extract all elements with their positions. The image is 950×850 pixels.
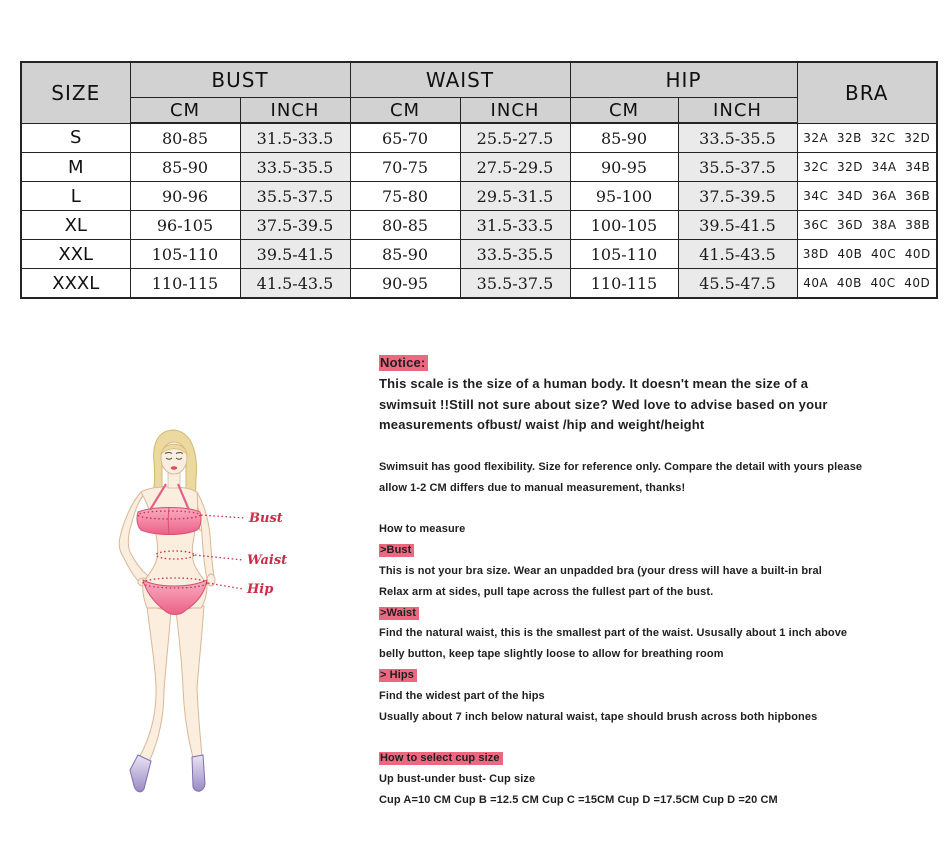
waist-inch-value: 29.5-31.5: [460, 182, 570, 211]
size-value: XXXL: [21, 269, 130, 299]
hip-cm-header: CM: [570, 98, 678, 124]
hip-cm-value: 110-115: [570, 269, 678, 299]
hip-inch-value: 39.5-41.5: [678, 211, 797, 240]
bust-inch-header: INCH: [240, 98, 350, 124]
size-value: XXL: [21, 240, 130, 269]
note-line: [379, 540, 939, 561]
highlighted-heading: >Waist: [379, 607, 419, 620]
waist-cm-value: 85-90: [350, 240, 460, 269]
hip-inch-value: 45.5-47.5: [678, 269, 797, 299]
waist-leader-line: [195, 555, 243, 560]
figure-lips: [171, 466, 177, 469]
note-line: Up bust-under bust- Cup size: [379, 772, 536, 785]
waist-label: Waist: [247, 553, 288, 568]
note-line: Swimsuit has good flexibility. Size for reference only. Compare the detail with yours please: [379, 460, 863, 473]
note-line: belly button, keep tape slightly loose to allow for breathing room: [379, 648, 724, 661]
hip-cm-value: 85-90: [570, 123, 678, 153]
waist-cm-header: CM: [350, 98, 460, 124]
measurement-figure: [108, 422, 378, 822]
waist-cm-value: 90-95: [350, 269, 460, 299]
note-line: Cup A=10 CM Cup B =12.5 CM Cup C =15CM Cup D =17.5CM Cup D =20 CM: [379, 793, 778, 806]
hip-inch-value: 33.5-35.5: [678, 123, 797, 153]
notes: [379, 353, 939, 811]
note-line: Relax arm at sides, pull tape across the fullest part of the bust.: [379, 585, 714, 598]
bust-cm-value: 85-90: [130, 153, 240, 182]
bra-value: 32C 32D 34A 34B: [797, 153, 937, 182]
note-line: [379, 603, 939, 624]
table-header-row-groups: [21, 62, 937, 98]
bust-inch-value: 33.5-35.5: [240, 153, 350, 182]
figure-left-shoe: [130, 755, 151, 792]
waist-inch-value: 35.5-37.5: [460, 269, 570, 299]
spacer: [379, 727, 939, 748]
bust-group-header: BUST: [130, 62, 350, 98]
bust-cm-value: 110-115: [130, 269, 240, 299]
bust-inch-value: 35.5-37.5: [240, 182, 350, 211]
highlighted-heading: >Bust: [379, 544, 414, 557]
note-line: swimsuit !!Still not sure about size? Wed love to advise based on your: [379, 396, 828, 412]
size-table: [20, 61, 938, 299]
waist-inch-value: 27.5-29.5: [460, 153, 570, 182]
note-line: allow 1-2 CM differs due to manual measurement, thanks!: [379, 481, 686, 494]
bra-column-header: BRA: [797, 62, 937, 123]
bust-cm-value: 90-96: [130, 182, 240, 211]
bust-label: Bust: [249, 511, 283, 526]
table-row: [21, 153, 937, 182]
size-value: L: [21, 182, 130, 211]
note-line: This scale is the size of a human body. It doesn't mean the size of a: [379, 375, 809, 391]
bust-cm-header: CM: [130, 98, 240, 124]
bust-cm-value: 105-110: [130, 240, 240, 269]
hip-cm-value: 100-105: [570, 211, 678, 240]
bust-cm-value: 80-85: [130, 123, 240, 153]
table-row: [21, 182, 937, 211]
note-line: [379, 353, 939, 374]
size-value: M: [21, 153, 130, 182]
hip-inch-value: 41.5-43.5: [678, 240, 797, 269]
bra-value: 32A 32B 32C 32D: [797, 123, 937, 153]
spacer: [379, 499, 939, 520]
hip-inch-value: 37.5-39.5: [678, 182, 797, 211]
bra-value: 36C 36D 38A 38B: [797, 211, 937, 240]
waist-inch-value: 31.5-33.5: [460, 211, 570, 240]
size-column-header: SIZE: [21, 62, 130, 123]
hip-cm-value: 95-100: [570, 182, 678, 211]
note-line: [379, 748, 939, 769]
waist-inch-value: 33.5-35.5: [460, 240, 570, 269]
figure-right-hand: [207, 574, 215, 586]
hip-inch-value: 35.5-37.5: [678, 153, 797, 182]
hip-cm-value: 105-110: [570, 240, 678, 269]
bra-value: 34C 34D 36A 36B: [797, 182, 937, 211]
figure-right-leg: [176, 606, 204, 758]
highlighted-heading: Notice:: [379, 355, 428, 371]
table-row: [21, 211, 937, 240]
hip-leader-line: [208, 583, 243, 589]
waist-cm-value: 65-70: [350, 123, 460, 153]
highlighted-heading: How to select cup size: [379, 752, 503, 765]
waist-inch-header: INCH: [460, 98, 570, 124]
bust-leader-line: [201, 515, 245, 518]
note-line: [379, 665, 939, 686]
figure-right-shoe: [192, 755, 205, 791]
figure-left-arm: [119, 492, 148, 584]
waist-cm-value: 80-85: [350, 211, 460, 240]
bust-cm-value: 96-105: [130, 211, 240, 240]
spacer: [379, 436, 939, 457]
table-row: [21, 123, 937, 153]
size-value: S: [21, 123, 130, 153]
figure-left-leg: [140, 606, 171, 762]
bra-value: 38D 40B 40C 40D: [797, 240, 937, 269]
bust-inch-value: 37.5-39.5: [240, 211, 350, 240]
bust-inch-value: 39.5-41.5: [240, 240, 350, 269]
hip-label: Hip: [247, 582, 274, 597]
note-line: How to measure: [379, 523, 466, 536]
hip-group-header: HIP: [570, 62, 797, 98]
note-line: Find the natural waist, this is the smallest part of the waist. Ususally about 1 inch above: [379, 627, 848, 640]
note-line: This is not your bra size. Wear an unpadded bra (your dress will have a built-in bral: [379, 564, 822, 577]
bust-inch-value: 41.5-43.5: [240, 269, 350, 299]
size-value: XL: [21, 211, 130, 240]
table-row: [21, 240, 937, 269]
waist-inch-value: 25.5-27.5: [460, 123, 570, 153]
highlighted-heading: > Hips: [379, 669, 417, 682]
size-table-body: [21, 123, 937, 298]
waist-cm-value: 75-80: [350, 182, 460, 211]
table-row: [21, 269, 937, 299]
bra-value: 40A 40B 40C 40D: [797, 269, 937, 299]
note-line: measurements ofbust/ waist /hip and weight/height: [379, 417, 705, 433]
bust-inch-value: 31.5-33.5: [240, 123, 350, 153]
hip-inch-header: INCH: [678, 98, 797, 124]
hip-cm-value: 90-95: [570, 153, 678, 182]
note-line: Find the widest part of the hips: [379, 689, 545, 702]
waist-group-header: WAIST: [350, 62, 570, 98]
waist-cm-value: 70-75: [350, 153, 460, 182]
note-line: Usually about 7 inch below natural waist, tape should brush across both hipbones: [379, 710, 818, 723]
